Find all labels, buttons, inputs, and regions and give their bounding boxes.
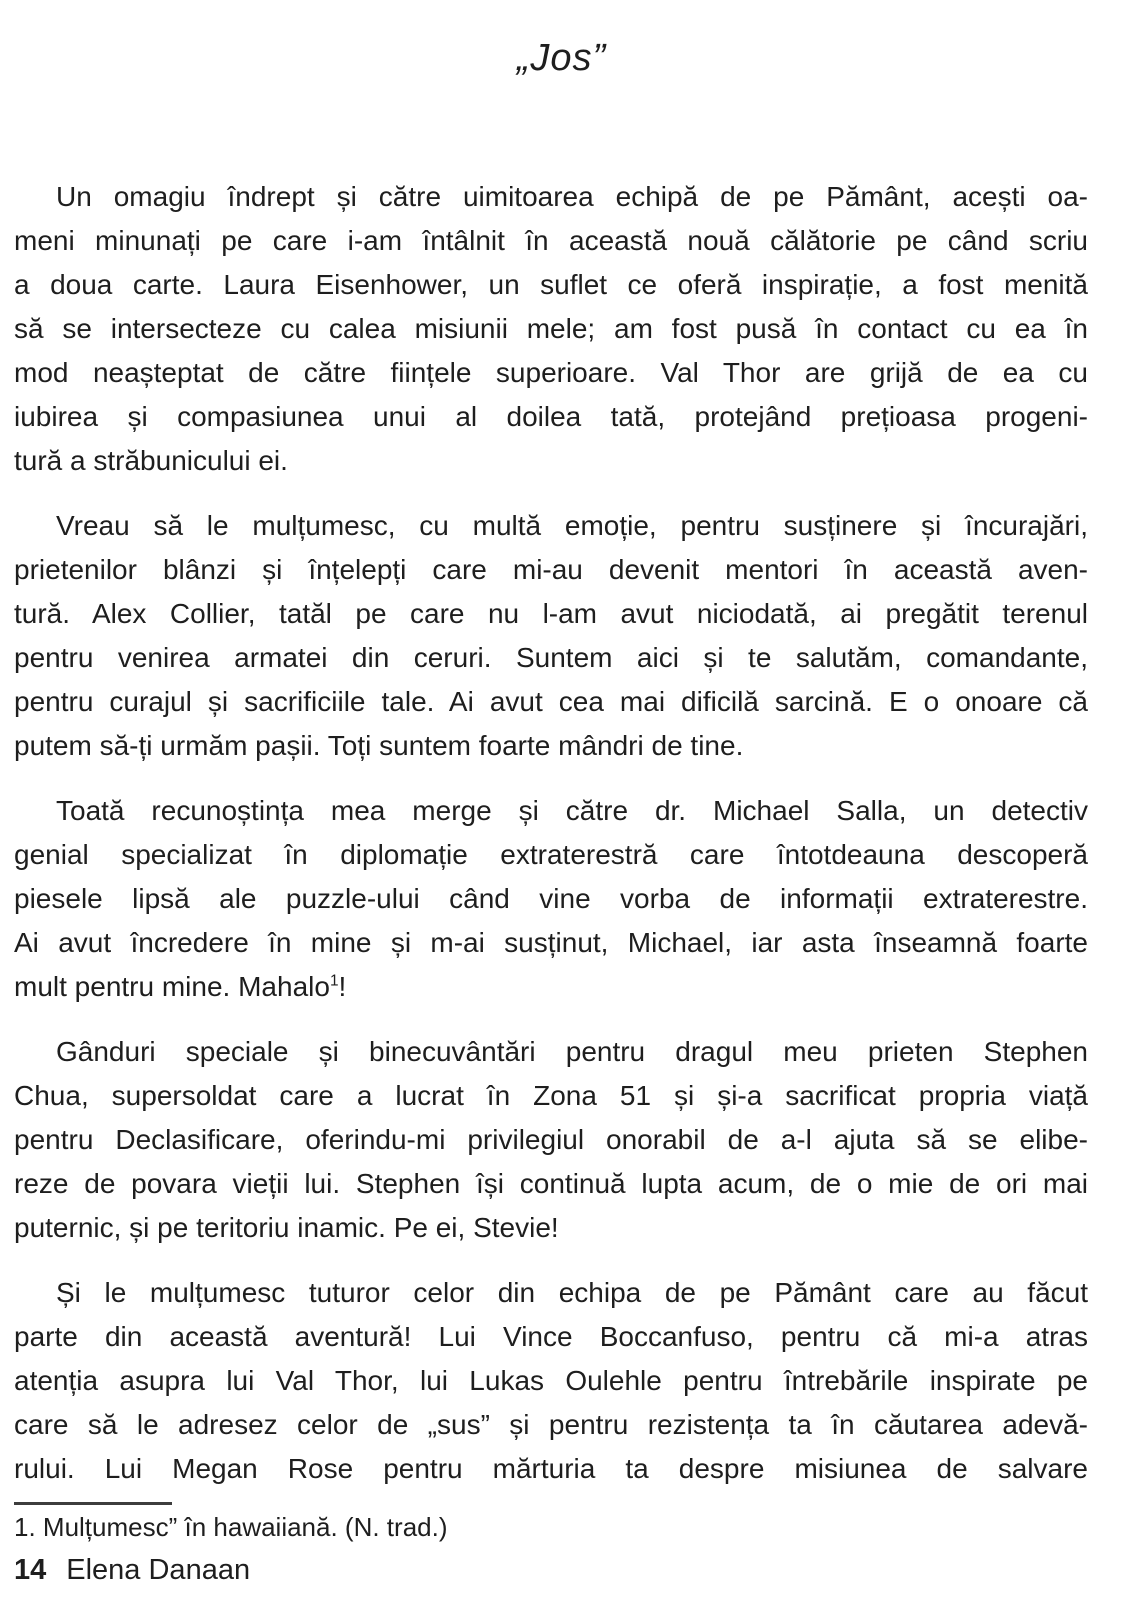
paragraph	[14, 175, 1088, 483]
text-line: rului. Lui Megan Rose pentru mărturia ta despre misiunea de salvare	[14, 1453, 1088, 1484]
text-line: pentru curajul și sacrificiile tale. Ai avut cea mai dificilă sarcină. E o onoare că	[14, 686, 1088, 717]
text-line: piesele lipsă ale puzzle-ului când vine vorba de informații extraterestre.	[14, 883, 1088, 914]
text-line: pentru venirea armatei din ceruri. Suntem aici și te salutăm, comandante,	[14, 642, 1088, 673]
author-name: Elena Danaan	[66, 1554, 251, 1586]
page-title: „Jos”	[516, 37, 607, 80]
text-line: să se intersecteze cu calea misiunii mele; am fost pusă în contact cu ea în	[14, 313, 1088, 344]
text-line: Gânduri speciale și binecuvântări pentru dragul meu prieten Stephen	[56, 1036, 1088, 1067]
paragraph	[14, 1271, 1088, 1491]
paragraph	[14, 789, 1088, 1009]
text-line: Un omagiu îndrept și către uimitoarea echipă de pe Pământ, acești oa-	[56, 181, 1088, 212]
text-line: Și le mulțumesc tuturor celor din echipa de pe Pământ care au făcut	[56, 1277, 1088, 1308]
text-line: atenția asupra lui Val Thor, lui Lukas Oulehle pentru întrebările inspirate pe	[14, 1365, 1088, 1396]
text-line: tură. Alex Collier, tatăl pe care nu l-am avut niciodată, ai pregătit terenul	[14, 598, 1088, 629]
text-line: tură a străbunicului ei.	[14, 445, 288, 476]
text-line: genial specializat în diplomație extraterestră care întotdeauna descoperă	[14, 839, 1088, 870]
page-number: 14	[14, 1554, 47, 1586]
text-line: reze de povara vieții lui. Stephen își continuă lupta acum, de o mie de ori mai	[14, 1168, 1088, 1199]
footnote-marker: 1	[329, 972, 339, 990]
footnote-divider	[14, 1502, 172, 1505]
paragraph	[14, 504, 1088, 768]
text-line: Ai avut încredere în mine și m-ai susținut, Michael, iar asta înseamnă foarte	[14, 927, 1088, 958]
text-line: care să le adresez celor de „sus” și pentru rezistența ta în căutarea adevă-	[14, 1409, 1088, 1440]
text-line: mod neașteptat de către ființele superioare. Val Thor are grijă de ea cu	[14, 357, 1088, 388]
text-line: meni minunați pe care i-am întâlnit în această nouă călătorie pe când scriu	[14, 225, 1088, 256]
text-line: Chua, supersoldat care a lucrat în Zona 51 și și-a sacrificat propria viață	[14, 1080, 1088, 1111]
text-line: puternic, și pe teritoriu inamic. Pe ei, Stevie!	[14, 1212, 559, 1243]
text-line: prietenilor blânzi și înțelepți care mi-au devenit mentori în această aven-	[14, 554, 1088, 585]
text-line: iubirea și compasiunea unui al doilea tată, protejând prețioasa progeni-	[14, 401, 1088, 432]
text-line: Vreau să le mulțumesc, cu multă emoție, pentru susținere și încurajări,	[56, 510, 1088, 541]
footnote: 1. Mulțumesc” în hawaiiană. (N. trad.)	[14, 1512, 448, 1542]
paragraph	[14, 1030, 1088, 1250]
page-footer	[14, 1551, 250, 1589]
text-line: mult pentru mine. Mahalo$^1$!	[14, 971, 347, 1002]
text-line: a doua carte. Laura Eisenhower, un suflet ce oferă inspirație, a fost menită	[14, 269, 1088, 300]
text-line: pentru Declasificare, oferindu-mi privilegiul onorabil de a-l ajuta să se elibe-	[14, 1124, 1088, 1155]
body-text	[14, 175, 1088, 1512]
text-line: putem să-ți urmăm pașii. Toți suntem foarte mândri de tine.	[14, 730, 744, 761]
text-line: parte din această aventură! Lui Vince Boccanfuso, pentru că mi-a atras	[14, 1321, 1088, 1352]
text-line: Toată recunoștința mea merge și către dr. Michael Salla, un detectiv	[56, 795, 1088, 826]
